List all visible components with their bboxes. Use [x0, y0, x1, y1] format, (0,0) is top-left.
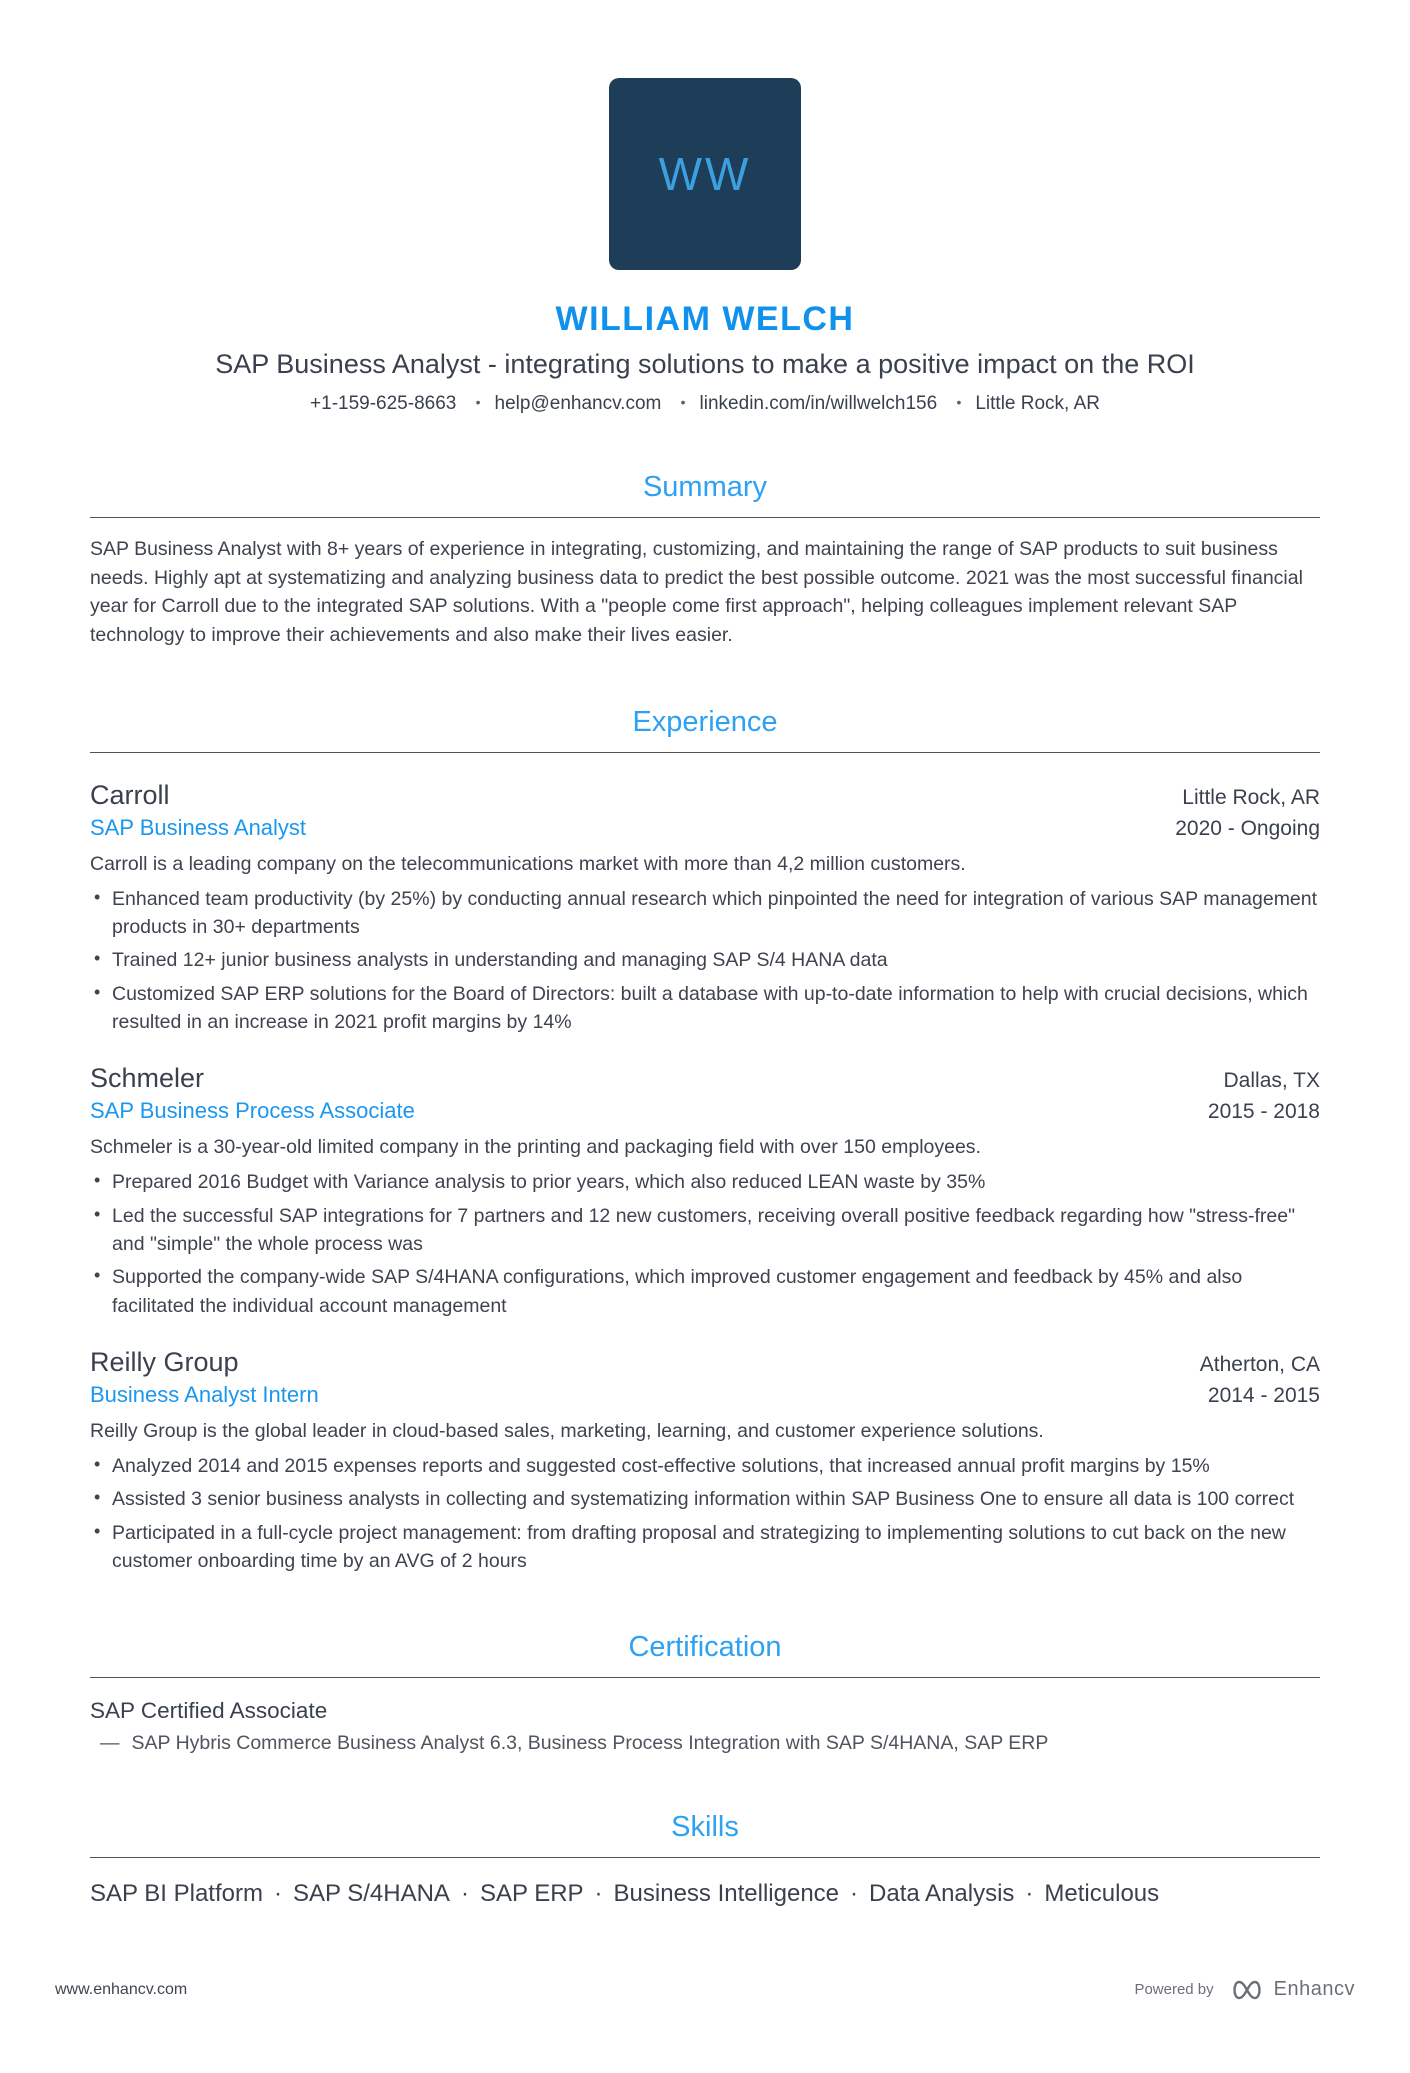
- footer-website-link[interactable]: www.enhancv.com: [55, 1980, 188, 1998]
- skill-item: SAP ERP ·: [480, 1880, 614, 1907]
- section-divider: [90, 1677, 1320, 1678]
- experience-entry: [90, 1347, 1320, 1575]
- achievement-item: • Enhanced team productivity (by 25%) by conducting annual research which pinpointed the need for integration of various SAP management products in 30+ departments: [90, 885, 1320, 942]
- achievement-item: • Customized SAP ERP solutions for the Board of Directors: built a database with up-to-date information to help with crucial decisions, which resulted in an increase in 2021 profit margins by 14%: [90, 980, 1320, 1037]
- job-title: Business Analyst Intern: [90, 1381, 319, 1407]
- achievement-item: • Participated in a full-cycle project management: from drafting proposal and strategizing to implementing solutions to cut back on the new customer onboarding time by an AVG of 2 hours: [90, 1519, 1320, 1576]
- experience-section: [90, 706, 1320, 1576]
- achievement-item: • Led the successful SAP integrations for 7 partners and 12 new customers, receiving overall positive feedback regarding how "stress-free" and "simple" the whole process was: [90, 1202, 1320, 1259]
- enhancv-brand: [1228, 1978, 1355, 2001]
- job-title: SAP Business Process Associate: [90, 1098, 415, 1124]
- skills-list: [90, 1880, 1320, 1908]
- company-description: Carroll is a leading company on the telecommunications market with more than 4,2 million customers.: [90, 852, 966, 875]
- achievement-list: [90, 1452, 1320, 1575]
- avatar: [609, 78, 801, 270]
- skill-item: SAP BI Platform ·: [90, 1880, 293, 1907]
- achievement-list: [90, 885, 1320, 1036]
- contact-location: • Little Rock, AR: [942, 393, 1100, 414]
- summary-heading: Summary: [642, 471, 768, 503]
- achievement-item: • Trained 12+ junior business analysts in understanding and managing SAP S/4 HANA data: [90, 946, 1320, 974]
- company-location: Atherton, CA: [1199, 1352, 1320, 1376]
- resume-page: [0, 78, 1410, 1908]
- section-divider: [90, 752, 1320, 753]
- skill-item: Data Analysis ·: [869, 1880, 1044, 1907]
- job-title: SAP Business Analyst: [90, 814, 307, 840]
- achievement-item: • Analyzed 2014 and 2015 expenses reports and suggested cost-effective solutions, that increased annual profit margins by 15%: [90, 1452, 1320, 1480]
- dash-icon: —: [100, 1732, 120, 1755]
- achievement-item: • Prepared 2016 Budget with Variance analysis to prior years, which also reduced LEAN waste by 35%: [90, 1168, 1320, 1196]
- job-dates: 2020 - Ongoing: [1175, 816, 1320, 840]
- company-name: Carroll: [90, 779, 170, 810]
- contact-linkedin[interactable]: • linkedin.com/in/willwelch156: [667, 393, 938, 414]
- resume-header: [90, 78, 1320, 415]
- certification-section: [90, 1631, 1320, 1755]
- section-divider: [90, 517, 1320, 518]
- avatar-initials: WW: [658, 148, 752, 200]
- achievement-item: • Supported the company-wide SAP S/4HANA configurations, which improved customer engagement and feedback by 45% and also facilitated the individual account management: [90, 1263, 1320, 1320]
- achievement-item: • Assisted 3 senior business analysts in collecting and systematizing information within SAP Business One to ensure all data is 100 correct: [90, 1485, 1320, 1513]
- summary-text: SAP Business Analyst with 8+ years of experience in integrating, customizing, and maintaining the range of SAP products to suit business needs. Highly apt at systematizing and analyzing business data to predict the best possible outcome. 2021 was the most successful financial year for Carroll due to the integrated SAP solutions. With a "people come first approach", helping colleagues implement relevant SAP technology to improve their achievements and also make their lives easier.: [90, 538, 1303, 646]
- candidate-headline: SAP Business Analyst - integrating solutions to make a positive impact on the ROI: [215, 349, 1195, 379]
- experience-entry: [90, 780, 1320, 1037]
- company-location: Little Rock, AR: [1182, 785, 1320, 809]
- certification-heading: Certification: [628, 1631, 782, 1664]
- company-location: Dallas, TX: [1223, 1069, 1320, 1093]
- skill-item: Business Intelligence ·: [614, 1880, 869, 1907]
- certification-detail: [90, 1732, 1320, 1755]
- skills-heading: Skills: [671, 1811, 739, 1844]
- company-description: Reilly Group is the global leader in cloud-based sales, marketing, learning, and customer experience solutions.: [90, 1419, 1044, 1442]
- experience-entry: [90, 1063, 1320, 1320]
- company-name: Reilly Group: [90, 1346, 239, 1377]
- enhancv-logo-icon: [1228, 1979, 1266, 2001]
- achievement-list: [90, 1168, 1320, 1319]
- job-dates: 2015 - 2018: [1207, 1100, 1320, 1124]
- skill-item: Meticulous: [1044, 1880, 1160, 1908]
- certification-title: SAP Certified Associate: [90, 1698, 328, 1724]
- skill-item: SAP S/4HANA ·: [293, 1880, 480, 1907]
- company-description: Schmeler is a 30-year-old limited company in the printing and packaging field with over 150 employees.: [90, 1136, 981, 1159]
- contact-row: [90, 393, 1320, 415]
- contact-email[interactable]: • help@enhancv.com: [462, 393, 662, 414]
- experience-heading: Experience: [632, 705, 778, 738]
- candidate-name: WILLIAM WELCH: [555, 300, 855, 338]
- certification-detail-text: SAP Hybris Commerce Business Analyst 6.3, Business Process Integration with SAP S/4HANA, SAP ERP: [131, 1732, 1049, 1755]
- company-name: Schmeler: [90, 1063, 205, 1094]
- powered-by-label: Powered by: [1134, 1981, 1214, 1998]
- contact-phone: +1-159-625-8663: [310, 393, 457, 414]
- summary-section: [90, 471, 1320, 650]
- section-divider: [90, 1857, 1320, 1858]
- skills-section: [90, 1811, 1320, 1908]
- page-footer: [55, 1978, 1355, 2001]
- enhancv-brand-name: Enhancv: [1273, 1978, 1355, 2000]
- job-dates: 2014 - 2015: [1207, 1383, 1320, 1407]
